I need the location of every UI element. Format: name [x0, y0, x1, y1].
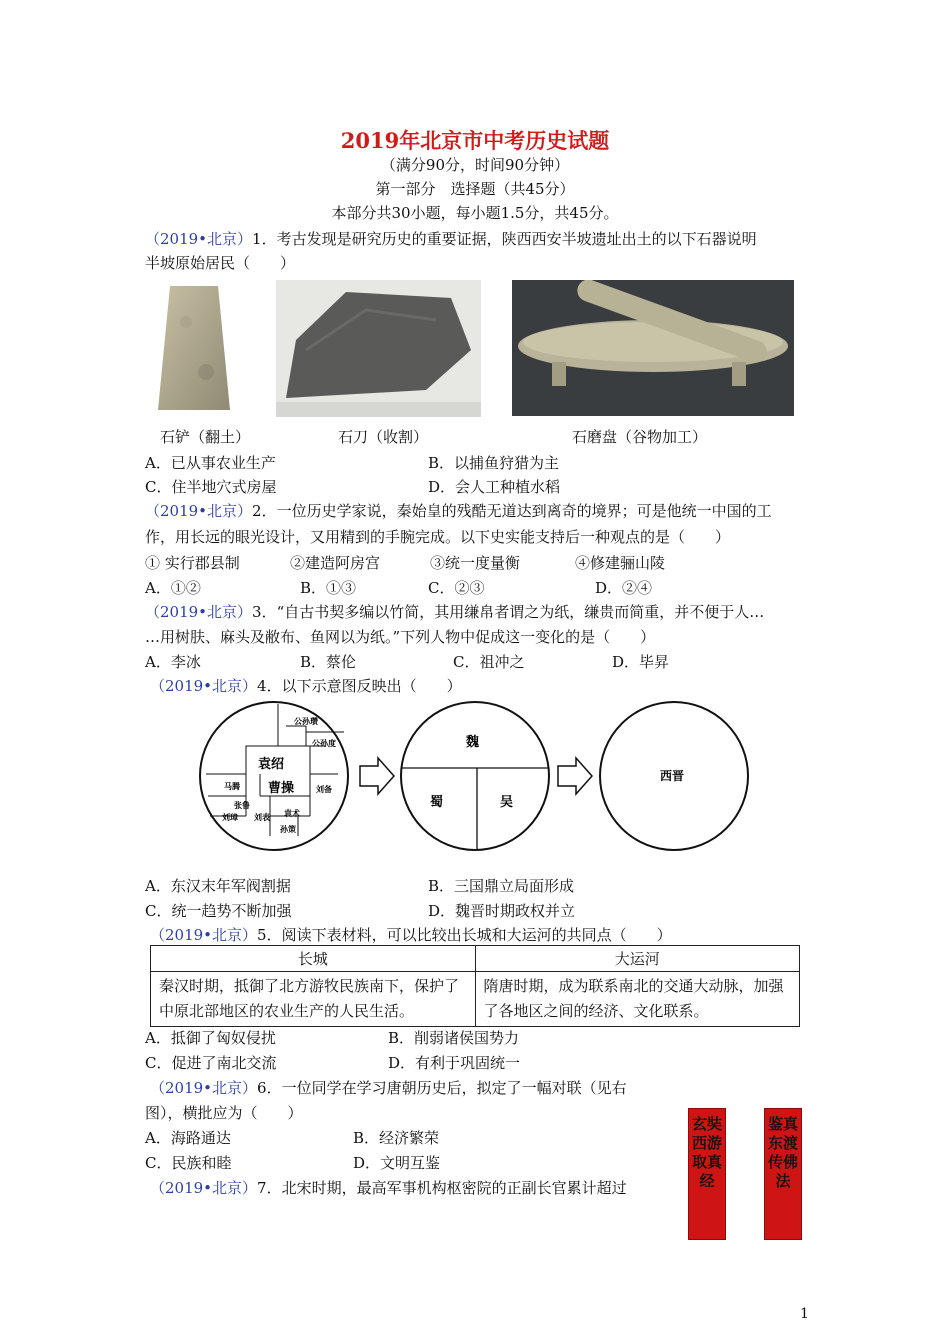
caption-knife: 石刀（收割） — [338, 428, 429, 446]
label-mateng: 马腾 — [224, 781, 240, 791]
couplet-left: 玄奘西游取真经 — [688, 1108, 726, 1240]
table-header-great-wall: 长城 — [151, 946, 476, 972]
label-yuanshu: 袁术 — [284, 808, 300, 818]
page-title: 2019年北京市中考历史试题 — [340, 128, 610, 153]
label-wu: 吴 — [500, 795, 514, 810]
grinding-stone-image — [512, 280, 794, 416]
label-sunce: 孙策 — [280, 824, 296, 834]
q3-line2: …用树肤、麻头及敝布、鱼网以为纸。”下列人物中促成这一变化的是（ ） — [145, 628, 656, 646]
label-liubiao: 刘表 — [254, 812, 270, 822]
q4-option-a: A．东汉末年军阀割据 — [145, 877, 291, 895]
arrow-icon — [360, 758, 394, 794]
label-wei: 魏 — [466, 735, 480, 750]
q4-option-b: B．三国鼎立局面形成 — [428, 877, 575, 895]
label-zhanglu: 张鲁 — [234, 800, 250, 810]
q5-option-b: B．削弱诸侯国势力 — [388, 1029, 520, 1047]
couplet-right: 鉴真东渡传佛法 — [764, 1108, 802, 1240]
q2-option-d: D．②④ — [595, 579, 653, 597]
q6-option-d: D．文明互鉴 — [353, 1154, 441, 1172]
subtitle: （满分90分，时间90分钟） — [380, 156, 570, 174]
q1-tag: （2019•北京） — [145, 230, 253, 248]
western-jin-map — [600, 702, 748, 850]
q2-option-c: C．②③ — [428, 579, 485, 597]
q5-option-d: D．有利于巩固统一 — [388, 1054, 521, 1072]
q4-option-d: D．魏晋时期政权并立 — [428, 902, 576, 920]
label-gongsunzan: 公孙瓒 — [294, 716, 318, 726]
q6-option-a: A．海路通达 — [145, 1129, 231, 1147]
q1-option-a: A．已从事农业生产 — [145, 454, 276, 472]
table-header-grand-canal: 大运河 — [475, 946, 800, 972]
label-caocao: 曹操 — [268, 781, 295, 796]
stone-knife-image — [276, 280, 481, 417]
q2-line2: 作，用长远的眼光设计，又用精到的手腕完成。以下史实能支持后一种观点的是（ ） — [145, 528, 731, 546]
q5-option-c: C．促进了南北交流 — [145, 1054, 277, 1072]
part-heading: 第一部分 选择题（共45分） — [375, 180, 575, 198]
q2-option-b: B．①③ — [300, 579, 357, 597]
q1-line2: 半坡原始居民（ ） — [145, 254, 296, 272]
q2-choice-1: ① 实行郡县制 — [145, 554, 240, 572]
q2-choice-4: ④修建骊山陵 — [575, 554, 666, 572]
q6-option-b: B．经济繁荣 — [353, 1129, 440, 1147]
label-shu: 蜀 — [430, 795, 444, 810]
q3-option-c: C．祖冲之 — [453, 653, 525, 671]
q6-line2: 图），横批应为（ ） — [145, 1104, 303, 1122]
table-cell-grand-canal: 隋唐时期，成为联系南北的交通大动脉，加强了各地区之间的经济、文化联系。 — [475, 972, 800, 1027]
page-number: 1 — [800, 1306, 809, 1322]
instruction: 本部分共30小题，每小题1.5分，共45分。 — [331, 204, 619, 222]
comparison-table — [150, 945, 800, 1027]
label-gongsundu: 公孙度 — [312, 738, 336, 748]
q1-option-c: C．住半地穴式房屋 — [145, 478, 277, 496]
q3-option-b: B．蔡伦 — [300, 653, 357, 671]
stone-spade-image — [156, 282, 232, 414]
q1-option-d: D．会人工种植水稻 — [428, 478, 561, 496]
three-kingdoms-map — [401, 702, 549, 850]
q3-line1: （2019•北京）3．“自古书契多编以竹简，其用缣帛者谓之为纸，缣贵而简重，并不便于人… — [145, 603, 765, 621]
q6-line1: （2019•北京）6．一位同学在学习唐朝历史后，拟定了一幅对联（见右 — [150, 1079, 627, 1097]
q5-line1: （2019•北京）5．阅读下表材料，可以比较出长城和大运河的共同点（ ） — [150, 926, 672, 944]
caption-grinder: 石磨盘（谷物加工） — [572, 428, 708, 446]
q3-option-d: D．毕昇 — [612, 653, 670, 671]
q4-line1: （2019•北京）4．以下示意图反映出（ ） — [150, 677, 462, 695]
q3-option-a: A．李冰 — [145, 653, 201, 671]
q7-line1: （2019•北京）7．北宋时期，最高军事机构枢密院的正副长官累计超过 — [150, 1179, 627, 1197]
q6-option-c: C．民族和睦 — [145, 1154, 232, 1172]
q2-choice-2: ②建造阿房宫 — [290, 554, 381, 572]
label-yuanshao: 袁绍 — [258, 757, 285, 772]
warlords-map — [200, 702, 348, 850]
label-xijin: 西晋 — [660, 769, 685, 783]
q5-option-a: A．抵御了匈奴侵扰 — [145, 1029, 276, 1047]
caption-spade: 石铲（翻土） — [160, 428, 251, 446]
q2-option-a: A．①② — [145, 579, 201, 597]
q4-diagram — [198, 696, 750, 860]
label-liuzhang: 刘璋 — [222, 812, 238, 822]
q2-line1: （2019•北京）2．一位历史学家说，秦始皇的残酷无道达到离奇的境界；可是他统一中国的工 — [145, 502, 772, 520]
table-cell-great-wall: 秦汉时期，抵御了北方游牧民族南下，保护了中原北部地区的农业生产的人民生活。 — [151, 972, 476, 1027]
q2-choice-3: ③统一度量衡 — [430, 554, 521, 572]
q4-option-c: C．统一趋势不断加强 — [145, 902, 292, 920]
q1-line1: （2019•北京）1．考古发现是研究历史的重要证据，陕西西安半坡遗址出土的以下石器说明 — [145, 230, 757, 248]
label-liubei: 刘备 — [316, 784, 332, 794]
q1-option-b: B．以捕鱼狩猎为主 — [428, 454, 560, 472]
arrow-icon — [558, 758, 592, 794]
